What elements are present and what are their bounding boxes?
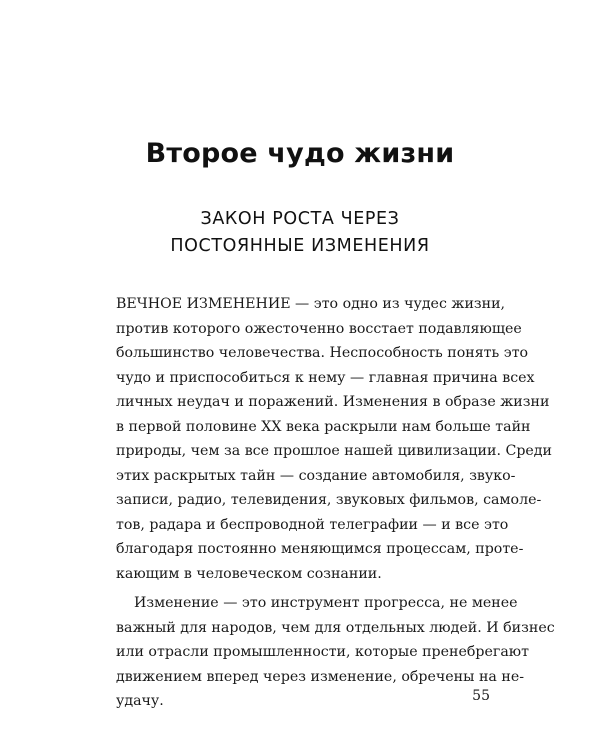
text-line: против которого ожесточенно восстает подавляющее [116, 320, 522, 337]
text-line: благодаря постоянно меняющимся процессам, проте- [116, 541, 524, 557]
paragraph-2 [116, 591, 555, 714]
text-line: или отрасли промышленности, которые пренебрегают [116, 644, 529, 660]
subtitle-line: ЗАКОН РОСТА ЧЕРЕЗ [200, 209, 400, 229]
text-line: тов, радара и беспроводной телеграфии — и все это [116, 516, 509, 533]
chapter-title: Второе чудо жизни [145, 138, 455, 169]
chapter-subtitle [0, 206, 600, 260]
text-line: природы, чем за все прошлое нашей цивилизации. Среди [116, 443, 552, 459]
text-line: записи, радио, телевидения, звуковых фильмов, самоле- [116, 492, 542, 508]
text-line: ВЕЧНОЕ ИЗМЕНЕНИЕ — это одно из чудес жизни, [116, 296, 506, 312]
text-line: большинство человечества. Неспособность понять это [116, 345, 529, 361]
text-line: Изменение — это инструмент прогресса, не менее [134, 595, 518, 611]
text-line: личных неудач и поражений. Изменения в образе жизни [116, 394, 550, 410]
text-line: этих раскрытых тайн — создание автомобиля, звуко- [116, 467, 516, 484]
page-number: 55 [472, 688, 490, 704]
subtitle-line: ПОСТОЯННЫЕ ИЗМЕНЕНИЯ [170, 236, 430, 256]
text-line: удачу. [116, 693, 164, 709]
text-line: чудо и приспособиться к нему — главная причина всех [116, 369, 535, 386]
text-line: движением вперед через изменение, обречены на не- [116, 668, 525, 685]
body-text [116, 292, 555, 714]
text-line: в первой половине XX века раскрыли нам больше тайн [116, 418, 531, 435]
text-line: кающим в человеческом сознании. [116, 565, 382, 582]
paragraph-1 [116, 292, 552, 586]
text-line: важный для народов, чем для отдельных людей. И бизнес [116, 619, 555, 636]
